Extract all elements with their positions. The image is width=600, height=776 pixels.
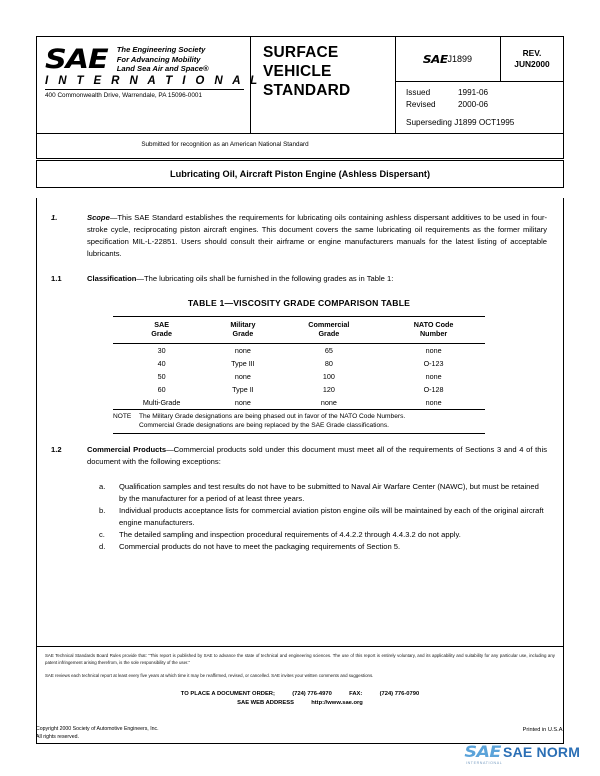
- cell-commercial-grade: 100: [322, 371, 335, 381]
- revised-label: Revised: [406, 99, 436, 109]
- cell-sae-grade: Multi-Grade: [113, 396, 210, 410]
- standard-type-line-3: STANDARD: [263, 81, 351, 99]
- section-classification-text: The lubricating oils shall be furnished in the following grades as in Table 1:: [143, 273, 394, 283]
- standard-type-line-1: SURFACE: [263, 44, 339, 61]
- rights-text: All rights reserved.: [36, 733, 79, 740]
- column-header-military-grade: [210, 316, 275, 343]
- order-info: [45, 690, 555, 707]
- column-header-sae-grade: [113, 316, 210, 343]
- copyright-row: [36, 726, 564, 742]
- section-scope-heading: Scope: [87, 213, 110, 222]
- copyright-text: Copyright 2000 Society of Automotive Engineers, Inc.: [36, 726, 159, 732]
- section-scope-number: 1.: [51, 213, 58, 222]
- order-phone: (724) 776-4970: [292, 690, 332, 697]
- standard-type-cell: [251, 37, 396, 133]
- sae-logo-icon: SAE: [45, 44, 108, 75]
- viscosity-table-wrapper: [51, 298, 547, 434]
- tagline-line-2: For Advancing Mobility: [116, 54, 201, 64]
- cell-sae-grade: 50: [157, 371, 166, 381]
- table-head: [113, 316, 485, 343]
- cell-military-grade: Type II: [232, 384, 254, 394]
- sae-logo-cell: [37, 37, 261, 133]
- column-header-commercial-grade: [276, 316, 383, 343]
- table-note-line-2: Commercial Grade designations are being replaced by the SAE Grade classifications.: [139, 422, 389, 430]
- revised-line: [406, 99, 563, 111]
- cell-commercial-grade: none: [276, 396, 383, 410]
- watermark-subtext: INTERNATIONAL: [466, 761, 503, 765]
- sae-norm-watermark: [464, 742, 581, 765]
- section-commercial-dash: —: [166, 445, 174, 455]
- section-classification-body: [87, 273, 547, 285]
- section-commercial-heading: Commercial Products: [87, 445, 167, 455]
- column-header-sae-grade-line1: SAE: [154, 319, 170, 329]
- table-row: [113, 343, 485, 357]
- cell-military-grade: none: [210, 396, 275, 410]
- section-scope-dash: —: [109, 213, 118, 222]
- legal-disclaimer-2: SAE reviews each technical report at least every five years at which time it may be reaffirmed, revised, or cancelled. SAE invites your written comments and suggestions.: [45, 673, 374, 679]
- table-title: TABLE 1—VISCOSITY GRADE COMPARISON TABLE: [187, 297, 411, 308]
- document-title: Lubricating Oil, Aircraft Piston Engine (Ashless Dispersant): [169, 169, 431, 179]
- order-line: [45, 690, 555, 699]
- column-header-nato-code-line1: NATO Code: [413, 319, 454, 329]
- copyright-block: [36, 726, 159, 742]
- printed-text: Printed in U.S.A.: [522, 727, 564, 733]
- table-note-text: [139, 412, 485, 431]
- issued-line: [406, 87, 563, 99]
- section-classification-dash: —: [136, 273, 144, 283]
- column-header-nato-code-line2: Number: [419, 329, 448, 339]
- table-row: [113, 383, 485, 396]
- superseding-text: Superseding J1899 OCT1995: [406, 118, 515, 128]
- list-item: [99, 505, 547, 529]
- section-commercial-products: [51, 444, 547, 468]
- table-row: [113, 370, 485, 383]
- list-item-text: Individual products acceptance lists for commercial aviation piston engine oils will be maintained by each of the original aircraft engine manufacturers.: [119, 505, 544, 527]
- cell-sae-grade: 40: [157, 358, 166, 368]
- column-header-military-grade-line1: Military: [230, 319, 256, 329]
- fax-label: FAX:: [349, 690, 363, 697]
- cell-sae-grade: 60: [157, 384, 166, 394]
- tagline-line-1: The Engineering Society: [116, 45, 206, 54]
- fax-number: (724) 776-0790: [379, 690, 420, 697]
- column-header-sae-grade-line2: Grade: [151, 329, 173, 339]
- sae-tagline: [117, 45, 209, 74]
- cell-nato-code: O-128: [423, 384, 444, 394]
- order-label: TO PLACE A DOCUMENT ORDER;: [180, 690, 275, 697]
- cell-sae-grade: 30: [157, 345, 166, 355]
- cell-commercial-grade: 80: [324, 358, 333, 368]
- table-row: [113, 357, 485, 370]
- web-line: [45, 699, 555, 708]
- cell-nato-code: none: [382, 396, 485, 410]
- list-item-letter: d.: [99, 541, 106, 551]
- document-number: J1899: [447, 54, 472, 64]
- revision-label: REV.: [522, 47, 542, 58]
- section-scope: [51, 212, 547, 260]
- column-header-commercial-grade-line2: Grade: [318, 329, 340, 339]
- document-number-row: [396, 37, 563, 82]
- exceptions-list: [99, 481, 547, 553]
- sae-small-logo-icon: SAE: [422, 52, 448, 66]
- cell-nato-code: none: [425, 371, 442, 381]
- list-item-letter: a.: [99, 481, 106, 491]
- cell-commercial-grade: 120: [322, 384, 335, 394]
- dates-block: [396, 82, 563, 133]
- table-note-line-1: The Military Grade designations are being phased out in favor of the NATO Code Numbers.: [139, 412, 406, 420]
- document-id-cell: [396, 37, 563, 133]
- watermark-sae-logo-icon: SAE: [464, 742, 501, 761]
- sae-address: 400 Commonwealth Drive, Warrendale, PA 15096-0001: [45, 89, 244, 99]
- watermark-text: SAE NORM: [503, 744, 581, 760]
- column-header-military-grade-line2: Grade: [232, 329, 254, 339]
- list-item-text: Qualification samples and test results do not have to be submitted to Naval Air Warfare Center (NAWC), but must be retained by the manufacturer for a period of at least three years.: [119, 481, 539, 503]
- revision-block: [501, 37, 563, 81]
- standard-type-line-2: VEHICLE: [263, 62, 332, 80]
- revision-date: JUN2000: [514, 59, 550, 69]
- section-classification: [51, 273, 547, 285]
- column-header-commercial-grade-line1: Commercial: [308, 319, 350, 329]
- list-item-letter: c.: [99, 529, 105, 539]
- document-header: [36, 36, 564, 159]
- section-classification-heading: Classification: [87, 273, 137, 283]
- section-classification-number: 1.1: [51, 273, 62, 283]
- list-item: [99, 541, 547, 553]
- table-note: [113, 412, 485, 434]
- section-commercial-text: Commercial products sold under this document must meet all of the requirements of Sections 3 and 4 of this document with the following exceptions:: [87, 445, 547, 466]
- submitted-row: [37, 133, 563, 158]
- table-row: [113, 396, 485, 410]
- cell-commercial-grade: 65: [324, 345, 333, 355]
- section-commercial-body: [87, 444, 547, 468]
- revised-value: 2000-06: [458, 99, 489, 109]
- column-header-nato-code: [382, 316, 485, 343]
- issued-label: Issued: [406, 88, 431, 97]
- submitted-text: Submitted for recognition as an American National Standard: [141, 140, 309, 148]
- logo-row: [45, 45, 244, 74]
- cell-nato-code: O-123: [423, 358, 444, 368]
- header-top-row: [37, 37, 563, 133]
- web-label: SAE WEB ADDRESS: [237, 699, 294, 706]
- list-item-letter: b.: [99, 505, 106, 515]
- issued-value: 1991-06: [458, 88, 489, 97]
- cell-military-grade: none: [234, 371, 251, 381]
- tagline-line-3: Land Sea Air and Space®: [116, 64, 209, 74]
- document-title-bar: [36, 160, 564, 188]
- list-item: [99, 529, 547, 541]
- table-body: [113, 343, 485, 409]
- web-url[interactable]: http://www.sae.org: [311, 699, 363, 706]
- document-body: [36, 198, 564, 646]
- section-commercial-number: 1.2: [51, 445, 62, 455]
- viscosity-grade-table: [113, 316, 485, 410]
- cell-nato-code: none: [425, 345, 442, 355]
- cell-military-grade: Type III: [231, 358, 255, 368]
- legal-disclaimer-1: SAE Technical Standards Board Rules provide that: “This report is published by SAE to advance the state of technical and engineering sciences. The use of this report is entirely voluntary, and its applicability and suitability for any particular use, including any patent infringement arising therefrom, is the sole responsibility of the user.”: [45, 653, 555, 665]
- international-text: I N T E R N A T I O N A L: [45, 75, 261, 88]
- table-header-row: [113, 316, 485, 343]
- cell-military-grade: none: [234, 345, 251, 355]
- table-note-label: NOTE: [113, 412, 132, 420]
- list-item: [99, 481, 547, 505]
- list-item-text: Commercial products do not have to meet the packaging requirements of Section 5.: [119, 541, 401, 551]
- list-item-text: The detailed sampling and inspection procedural requirements of 4.4.2.2 through 4.4.3.2 do not apply.: [119, 529, 461, 539]
- section-scope-text: This SAE Standard establishes the requirements for lubricating oils containing ashless dispersant additives to be used in four-stroke cycle, reciprocating piston aircraft engines. This document covers the same lubricating oil requirements as the former military specification MIL-L-22851. Users should consult their airframe or engine manufacturers manuals for the latest listing of acceptable lubricants.: [87, 213, 547, 258]
- document-number-block: [396, 37, 501, 81]
- section-scope-body: [87, 212, 547, 260]
